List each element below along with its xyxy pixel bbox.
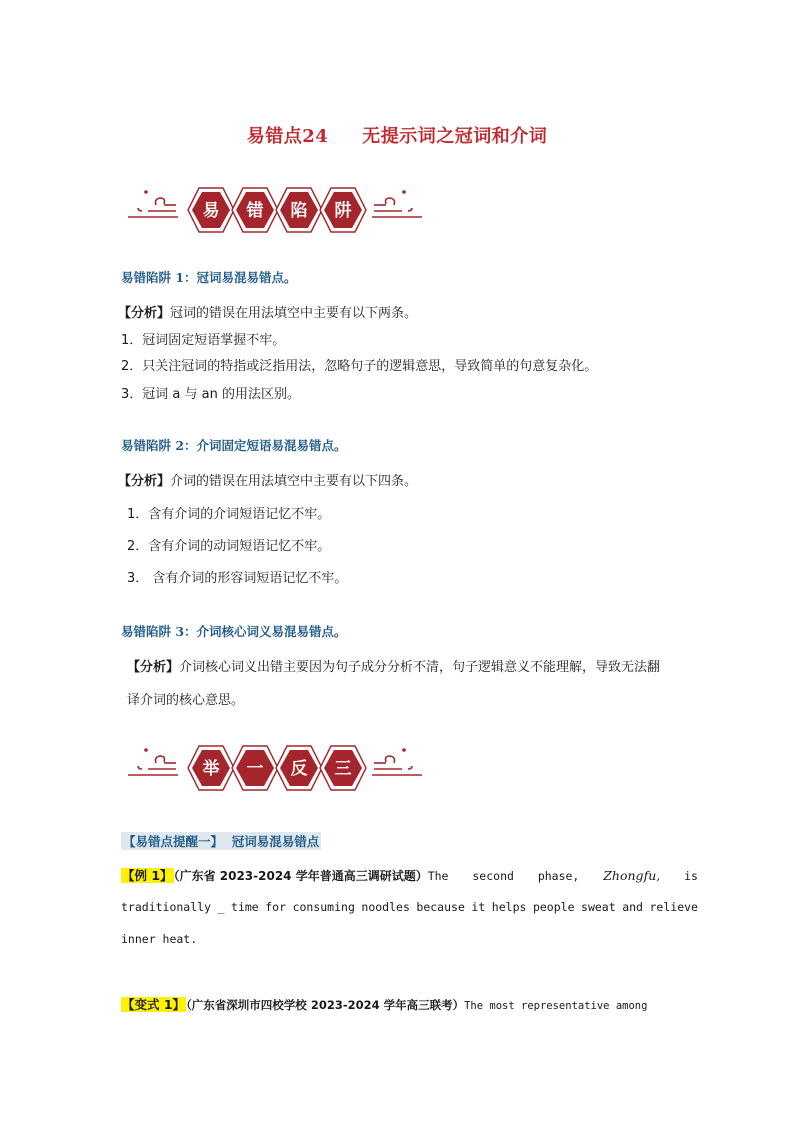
- example1-label: 【例 1】: [122, 868, 173, 883]
- reminder-heading: [121, 832, 321, 850]
- variant1-text: The most representative among: [464, 1000, 648, 1012]
- example1-l2-word-11: sweat: [581, 900, 616, 914]
- hex-1: [188, 188, 234, 232]
- trap3-analysis-line2: 译介词的核心意思。: [127, 693, 245, 708]
- banner-practice-char-2: 一: [246, 759, 264, 779]
- example1-l2-word-2: _: [217, 900, 225, 914]
- banner-practice-graphic: [126, 738, 424, 798]
- banner-trap-char-1: 易: [202, 201, 220, 221]
- example1-l2-word-3: time: [231, 900, 259, 914]
- trap1-item-2: 2．只关注冠词的特指或泛指用法，忽略句子的逻辑意思，导致简单的句意复杂化。: [121, 359, 598, 374]
- hex-3: [276, 188, 322, 232]
- banner-practice-char-1: 举: [202, 759, 220, 779]
- example1-line2: [121, 900, 698, 914]
- hex-1: [188, 746, 234, 790]
- example1-l2-word-13: relieve: [649, 900, 698, 914]
- example1-line3: inner heat.: [121, 932, 198, 946]
- hex-4: [320, 188, 366, 232]
- trap2-analysis-label: 【分析】: [118, 474, 171, 489]
- example1-word-5: is: [684, 869, 698, 883]
- trap3-analysis-text: 介词核心词义出错主要因为句子成分分析不清，句子逻辑意义不能理解，导致无法翻: [179, 660, 661, 675]
- trap1-analysis-label: 【分析】: [118, 306, 171, 321]
- reminder-text: 冠词易混易错点: [231, 834, 320, 849]
- example1-l2-word-1: traditionally: [121, 900, 212, 914]
- right-cloud-decoration: [372, 756, 422, 775]
- trap1-item-3: 3．冠词 a 与 an 的用法区别。: [121, 387, 300, 402]
- trap1-heading: 易错陷阱 1：冠词易混易错点。: [121, 270, 297, 285]
- example1-word-4: Zhongfu,: [603, 868, 661, 883]
- hex-2: [232, 188, 278, 232]
- example1-l2-word-10: people: [532, 900, 575, 914]
- banner-practice-char-4: 三: [334, 759, 352, 779]
- trap1-analysis: [118, 302, 417, 321]
- example1-source: （广东省 2023-2024 学年普通高三调研试题）: [173, 869, 428, 883]
- trap3-analysis-line1: [127, 656, 660, 675]
- banner-trap-char-4: 阱: [334, 201, 352, 221]
- variant1-source: （广东省深圳市四校学校 2023-2024 学年高三联考）: [186, 998, 465, 1012]
- example1-word-2: second: [472, 869, 514, 883]
- trap2-item-3: 3． 含有介词的形容词短语记忆不牢。: [127, 571, 348, 586]
- hex-4: [320, 746, 366, 790]
- trap2-analysis-text: 介词的错误在用法填空中主要有以下四条。: [170, 474, 418, 489]
- trap1-item-1: 1．冠词固定短语掌握不牢。: [121, 333, 286, 348]
- trap2-item-1: 1．含有介词的介词短语记忆不牢。: [127, 507, 331, 522]
- trap1-analysis-text: 冠词的错误在用法填空中主要有以下两条。: [170, 306, 418, 321]
- trap2-analysis: [118, 470, 417, 489]
- trap3-analysis-label: 【分析】: [127, 660, 180, 675]
- example1-l2-word-12: and: [622, 900, 643, 914]
- variant1-line: [121, 995, 698, 1013]
- banner-practice-char-3: 反: [290, 759, 308, 779]
- hex-2: [232, 746, 278, 790]
- banner-trap-char-2: 错: [246, 201, 264, 221]
- left-cloud-decoration: [128, 756, 178, 775]
- example1-l2-word-9: helps: [491, 900, 527, 914]
- banner-trap-char-3: 陷: [290, 201, 308, 221]
- title-prefix: 易错点24: [246, 126, 329, 147]
- example1-l2-word-4: for: [265, 900, 287, 914]
- right-cloud-decoration: [372, 198, 422, 217]
- reminder-label: 【易错点提醒一】: [123, 834, 224, 849]
- example1-l2-word-6: noodles: [361, 900, 410, 914]
- example1-word-1: The: [427, 869, 449, 883]
- hex-3: [276, 746, 322, 790]
- title-main: 无提示词之冠词和介词: [362, 126, 548, 147]
- banner-trap: [126, 180, 424, 240]
- example1-l2-word-7: because: [416, 900, 465, 914]
- example1-l2-word-8: it: [471, 900, 486, 914]
- banner-trap-graphic: [126, 180, 424, 240]
- trap3-heading: 易错陷阱 3：介词核心词义易混易错点。: [121, 624, 347, 639]
- example1-l2-word-5: consuming: [292, 900, 355, 914]
- trap2-heading: 易错陷阱 2：介词固定短语易混易错点。: [121, 438, 347, 453]
- left-cloud-decoration: [128, 198, 178, 217]
- variant1-label: 【变式 1】: [122, 997, 186, 1012]
- example1-line1: [121, 866, 698, 884]
- trap2-item-2: 2．含有介词的动词短语记忆不牢。: [127, 539, 331, 554]
- banner-practice: [126, 738, 424, 798]
- example1-word-3: phase,: [537, 869, 580, 883]
- page-title: [0, 122, 794, 148]
